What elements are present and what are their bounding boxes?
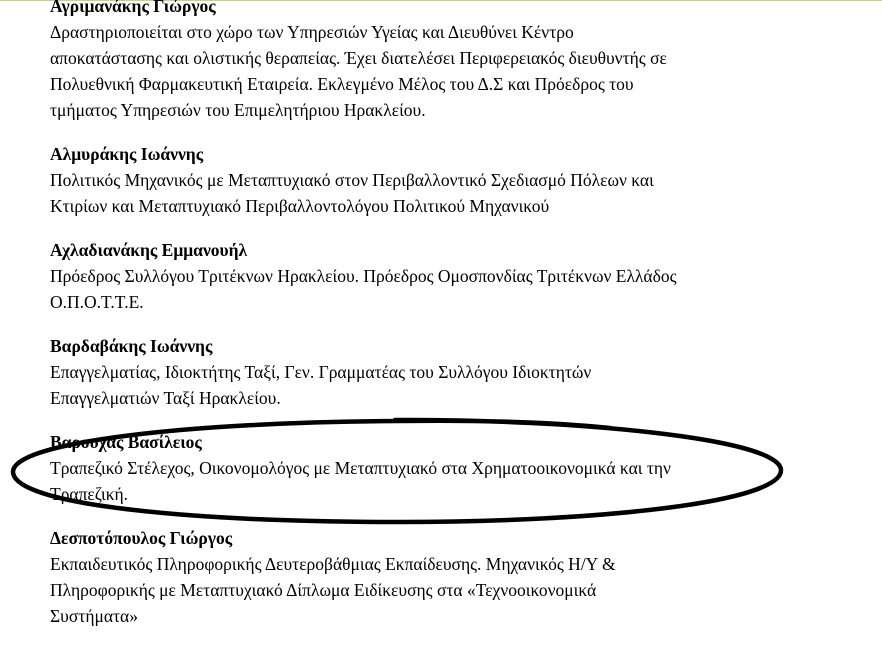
member-entry (50, 141, 850, 219)
member-name: Βαρουχας Βασίλειος (50, 432, 202, 452)
member-description: Δραστηριοποιείται στο χώρο των Υπηρεσιών Υγείας και Διευθύνει Κέντρο αποκατάστασης και ολιστικής θεραπείας. Έχει διατελέσει Περιφερειακός διευθυντής σε Πολυεθνική Φαρμακευτική Εταιρεία. Εκλεγμένο Μέλος του Δ.Σ και Πρόεδρος του τμήματος Υπηρεσιών του Επιμελητήριου Ηρακλείου. (50, 22, 667, 120)
member-entry (50, 237, 850, 315)
member-name: Αγριμανάκης Γιώργος (50, 0, 216, 16)
member-description: Πρόεδρος Συλλόγου Τριτέκνων Ηρακλείου. Πρόεδρος Ομοσπονδίας Τριτέκνων Ελλάδος Ο.Π.Ο.Τ.Τ.Ε. (50, 266, 677, 312)
member-description: Πολιτικός Μηχανικός με Μεταπτυχιακό στον Περιβαλλοντικό Σχεδιασμό Πόλεων και Κτιρίων και Μεταπτυχιακό Περιβαλλοντολόγου Πολιτικού Μηχανικού (50, 170, 654, 216)
member-description: Τραπεζικό Στέλεχος, Οικονομολόγος με Μεταπτυχιακό στα Χρηματοοικονομικά και την Τραπεζική. (50, 458, 671, 504)
member-description: Εκπαιδευτικός Πληροφορικής Δευτεροβάθμιας Εκπαίδευσης. Μηχανικός Η/Υ & Πληροφορικής με Μεταπτυχιακό Δίπλωμα Ειδίκευσης στα «Τεχνοοικονομικά Συστήματα» (50, 554, 616, 626)
member-entry (50, 333, 850, 411)
member-name: Αχλαδιανάκης Εμμανουήλ (50, 240, 248, 260)
member-name: Βαρδαβάκης Ιωάννης (50, 336, 213, 356)
member-name: Αλμυράκης Ιωάννης (50, 144, 204, 164)
member-name: Δεσποτόπουλος Γιώργος (50, 528, 233, 548)
document-body (50, 0, 850, 647)
member-entry-highlighted (50, 429, 850, 507)
member-entry (50, 525, 850, 629)
member-description: Επαγγελματίας, Ιδιοκτήτης Ταξί, Γεν. Γραμματέας του Συλλόγου Ιδιοκτητών Επαγγελματιών Ταξί Ηρακλείου. (50, 362, 592, 408)
member-entry (50, 0, 850, 123)
